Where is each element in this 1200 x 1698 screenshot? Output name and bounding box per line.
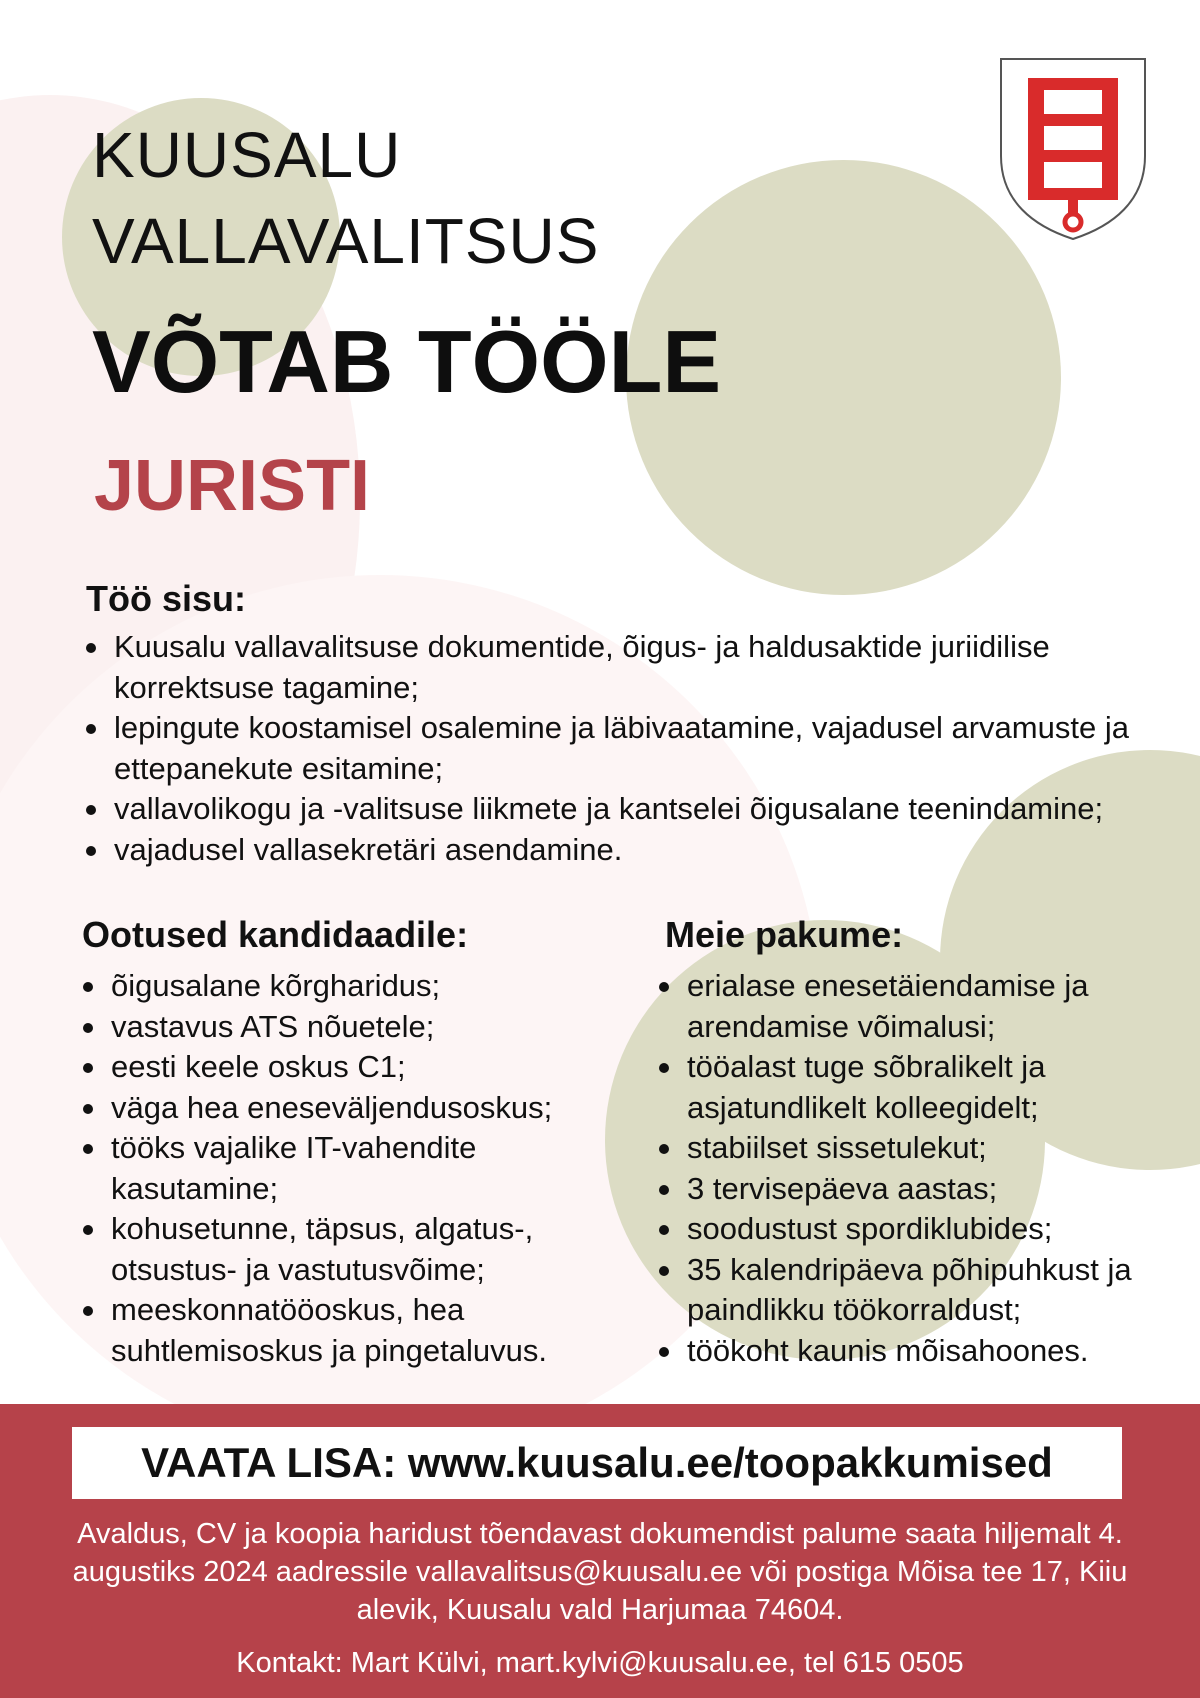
list-item: tööks vajalike IT-vahendite kasutamine; bbox=[79, 1128, 619, 1209]
organization-name bbox=[92, 112, 599, 284]
offer-heading: Meie pakume: bbox=[665, 914, 904, 955]
list-item: vajadusel vallasekretäri asendamine. bbox=[82, 830, 1192, 871]
list-item: eesti keele oskus C1; bbox=[79, 1047, 619, 1088]
application-instructions: Avaldus, CV ja koopia haridust tõendavast dokumendist palume saata hiljemalt 4. augustiks 2024 aadressile vallavalitsus@kuusalu.ee või postiga Mõisa tee 17, Kiiu alevik, Kuusalu vald Harjumaa 74604. bbox=[72, 1518, 1128, 1626]
list-item: vastavus ATS nõuetele; bbox=[79, 1007, 619, 1048]
list-item: vallavolikogu ja -valitsuse liikmete ja kantselei õigusalane teenindamine; bbox=[82, 789, 1192, 830]
list-item: erialase enesetäiendamise ja arendamise võimalusi; bbox=[655, 966, 1195, 1047]
expectations-heading: Ootused kandidaadile: bbox=[82, 914, 469, 955]
list-item: meeskonnatööoskus, hea suhtlemisoskus ja pingetaluvus. bbox=[79, 1290, 619, 1371]
list-item: Kuusalu vallavalitsuse dokumentide, õigus- ja haldusaktide juriidilise korrektsuse tagamine; bbox=[82, 627, 1192, 708]
list-item: töökoht kaunis mõisahoones. bbox=[655, 1331, 1195, 1372]
list-item: väga hea eneseväljendusoskus; bbox=[79, 1088, 619, 1129]
duties-heading: Töö sisu: bbox=[86, 578, 246, 619]
list-item: kohusetunne, täpsus, algatus-, otsustus- ja vastutusvõime; bbox=[79, 1209, 619, 1290]
org-line-1: KUUSALU bbox=[92, 119, 402, 191]
hiring-heading: VÕTAB TÖÖLE bbox=[92, 312, 722, 411]
more-info-link[interactable]: VAATA LISA: www.kuusalu.ee/toopakkumised bbox=[72, 1427, 1122, 1499]
list-item: soodustust spordiklubides; bbox=[655, 1209, 1195, 1250]
list-item: tööalast tuge sõbralikelt ja asjatundlikelt kolleegidelt; bbox=[655, 1047, 1195, 1128]
list-item: õigusalane kõrgharidus; bbox=[79, 966, 619, 1007]
list-item: stabiilset sissetulekut; bbox=[655, 1128, 1195, 1169]
duties-list bbox=[82, 627, 1192, 870]
org-line-2: VALLAVALITSUS bbox=[92, 205, 600, 277]
list-item: 3 tervisepäeva aastas; bbox=[655, 1169, 1195, 1210]
position-title: JURISTI bbox=[94, 446, 371, 526]
expectations-list bbox=[79, 966, 619, 1371]
offer-list bbox=[655, 966, 1195, 1371]
list-item: 35 kalendripäeva põhipuhkust ja paindlikku töökorraldust; bbox=[655, 1250, 1195, 1331]
list-item: lepingute koostamisel osalemine ja läbivaatamine, vajadusel arvamuste ja ettepanekute esitamine; bbox=[82, 708, 1192, 789]
coat-of-arms-icon bbox=[998, 56, 1148, 242]
contact-info: Kontakt: Mart Külvi, mart.kylvi@kuusalu.ee, tel 615 0505 bbox=[236, 1647, 964, 1679]
